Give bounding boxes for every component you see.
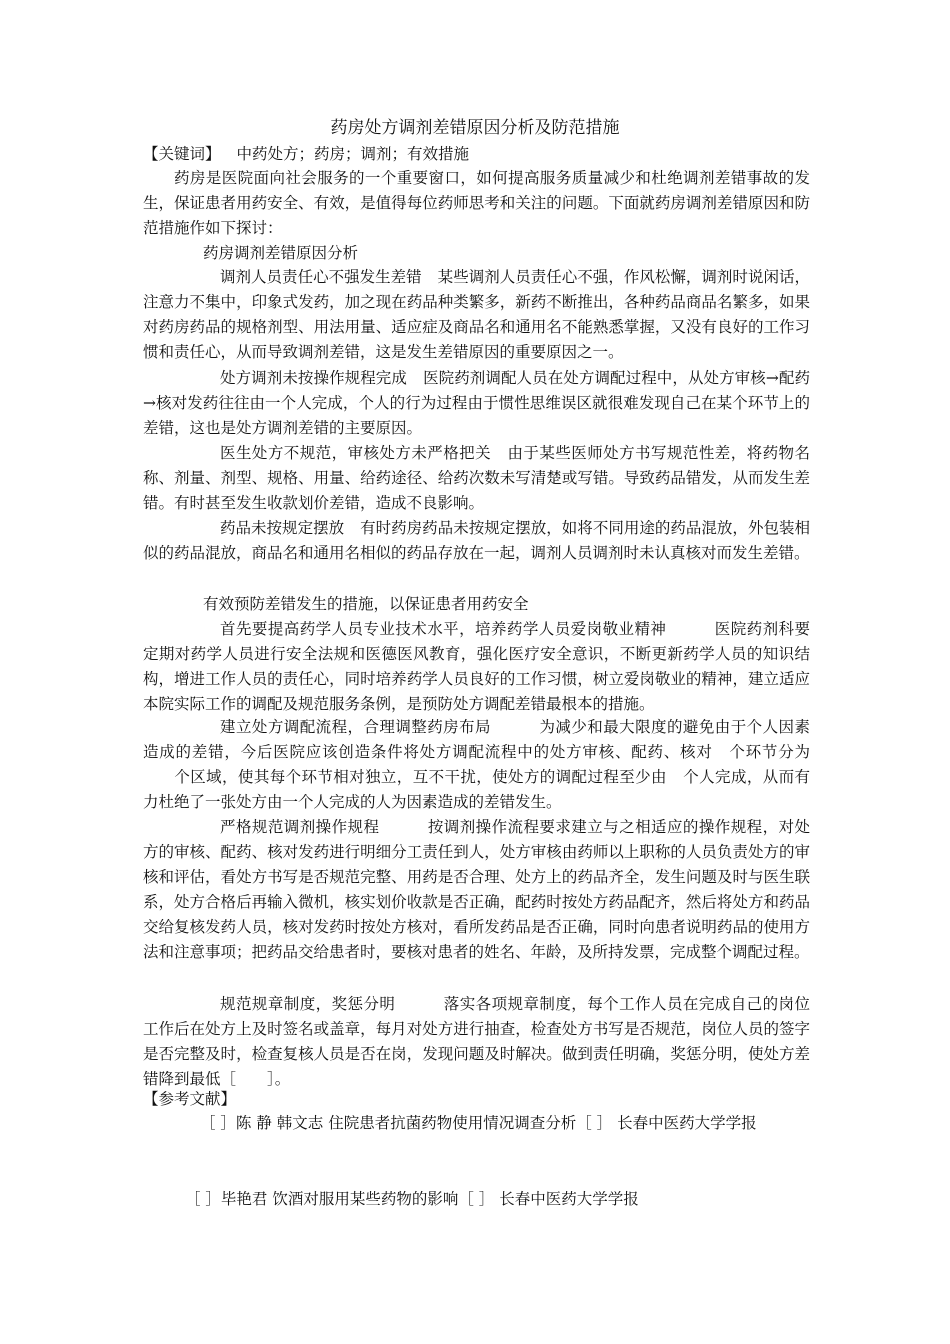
s1-item2-paragraph <box>143 366 810 441</box>
s2-item2-title: 建立处方调配流程，合理调整药房布局 <box>220 718 491 736</box>
s2-item3-title: 严格规范调剂操作规程 <box>220 818 380 836</box>
s2-item1-title: 首先要提高药学人员专业技术水平，培养药学人员爱岗敬业精神 <box>220 620 667 638</box>
s1-item1-text: 某些调剂人员责任心不强，作风松懈，调剂时说闲话，注意力不集中，印象式发药，加之现在药品种类繁多，新药不断推出，各种药品商品名繁多，如果对药房药品的规格剂型、用法用量、适应症及商品名和通用名不能熟悉掌握，又没有良好的工作习惯和责任心，从而导致调剂差错，这是发生差错原因的重要原因之一。 <box>143 268 810 361</box>
intro-paragraph: 药房是医院面向社会服务的一个重要窗口，如何提高服务质量减少和杜绝调剂差错事故的发生，保证患者用药安全、有效，是值得每位药师思考和关注的问题。下面就药房调剂差错原因和防范措施作如下探讨： <box>143 169 810 237</box>
keywords-text: 中药处方；药房；调剂；有效措施 <box>236 145 470 163</box>
reference-item-1: ［ ］陈 静 韩文志 住院患者抗菌药物使用情况调查分析［ ］ 长春中医药大学学报 <box>200 1114 757 1132</box>
s2-item3-paragraph <box>143 815 810 965</box>
section2-heading: 有效预防差错发生的措施，以保证患者用药安全 <box>203 595 529 613</box>
s2-item2-text-d: 个人完成，从而有力杜绝了一张处方由一个人完成的人为因素造成的差错发生。 <box>143 768 810 811</box>
s2-item1-paragraph <box>143 617 810 717</box>
s2-item4-text: 落实各项规章制度，每个工作人员在完成自己的岗位工作后在处方上及时签名或盖章，每月对处方进行抽查，检查处方书写是否规范，岗位人员的签字是否完整及时，检查复核人员是否在岗，发现问题及时解决。做到责任明确，奖惩分明，使处方差错降到最低［ ］。 <box>143 995 810 1088</box>
s2-item2-paragraph <box>143 715 810 815</box>
s1-item1-title: 调剂人员责任心不强发生差错 <box>220 268 422 286</box>
s1-item2-title: 处方调剂未按操作规程完成 <box>220 369 407 387</box>
s1-item2-text: 医院药剂调配人员在处方调配过程中，从处方审核→配药→核对发药往往由一个人完成，个人的行为过程由于惯性思维误区就很难发现自己在某个环节上的差错，这也是处方调剂差错的主要原因。 <box>143 369 810 437</box>
section1-heading: 药房调剂差错原因分析 <box>203 244 359 262</box>
document-title: 药房处方调剂差错原因分析及防范措施 <box>330 118 620 138</box>
s1-item4-paragraph <box>143 516 810 566</box>
s1-item4-text: 有时药房药品未按规定摆放，如将不同用途的药品混放，外包装相似的药品混放，商品名和通用名相似的药品存放在一起，调剂人员调剂时未认真核对而发生差错。 <box>143 519 810 562</box>
s2-item2-text-b: 个环节分为 <box>728 743 810 761</box>
s2-item1-text: 医院药剂科要定期对药学人员进行安全法规和医德医风教育，强化医疗安全意识，不断更新药学人员的知识结构，增进工作人员的责任心，同时培养药学人员良好的工作习惯，树立爱岗敬业的精神，建立适应本院实际工作的调配及规范服务条例，是预防处方调配差错最根本的措施。 <box>143 620 810 713</box>
s1-item3-title: 医生处方不规范，审核处方未严格把关 <box>220 444 492 462</box>
reference-item-2: ［ ］毕艳君 饮酒对服用某些药物的影响［ ］ 长春中医药大学学报 <box>185 1190 639 1208</box>
s1-item1-paragraph <box>143 265 810 365</box>
s1-item3-text: 由于某些医师处方书写规范性差，将药物名称、剂量、剂型、规格、用量、给药途径、给药次数未写清楚或写错。导致药品错发，从而发生差错。有时甚至发生收款划价差错，造成不良影响。 <box>143 444 810 512</box>
keywords-label: 【关键词】 <box>143 145 221 163</box>
s2-item4-paragraph <box>143 992 810 1092</box>
s2-item2-text-c: 个区域，使其每个环节相对独立，互不干扰，使处方的调配过程至少由 <box>174 768 667 786</box>
s2-item4-title: 规范规章制度，奖惩分明 <box>220 995 396 1013</box>
s2-item2-text-a: 为减少和最大限度的避免由于个人因素造成的差错，今后医院应该创造条件将处方调配流程中的处方审核、配药、核对 <box>143 718 810 761</box>
s1-item4-title: 药品未按规定摆放 <box>220 519 345 537</box>
s1-item3-paragraph <box>143 441 810 516</box>
keywords-line <box>143 142 469 166</box>
s2-item3-text: 按调剂操作流程要求建立与之相适应的操作规程，对处方的审核、配药、核对发药进行明细分工责任到人，处方审核由药师以上职称的人员负责处方的审核和评估，看处方书写是否规范完整、用药是否合理、处方上的药品齐全，发生问题及时与医生联系，处方合格后再输入微机，核实划价收款是否正确，配药时按处方药品配齐，然后将处方和药品交给复核发药人员，核对发药时按处方核对，看所发药品是否正确，同时向患者说明药品的使用方法和注意事项；把药品交给患者时，要核对患者的姓名、年龄，及所持发票，完成整个调配过程。 <box>143 818 810 961</box>
references-heading: 【参考文献】 <box>143 1090 237 1108</box>
